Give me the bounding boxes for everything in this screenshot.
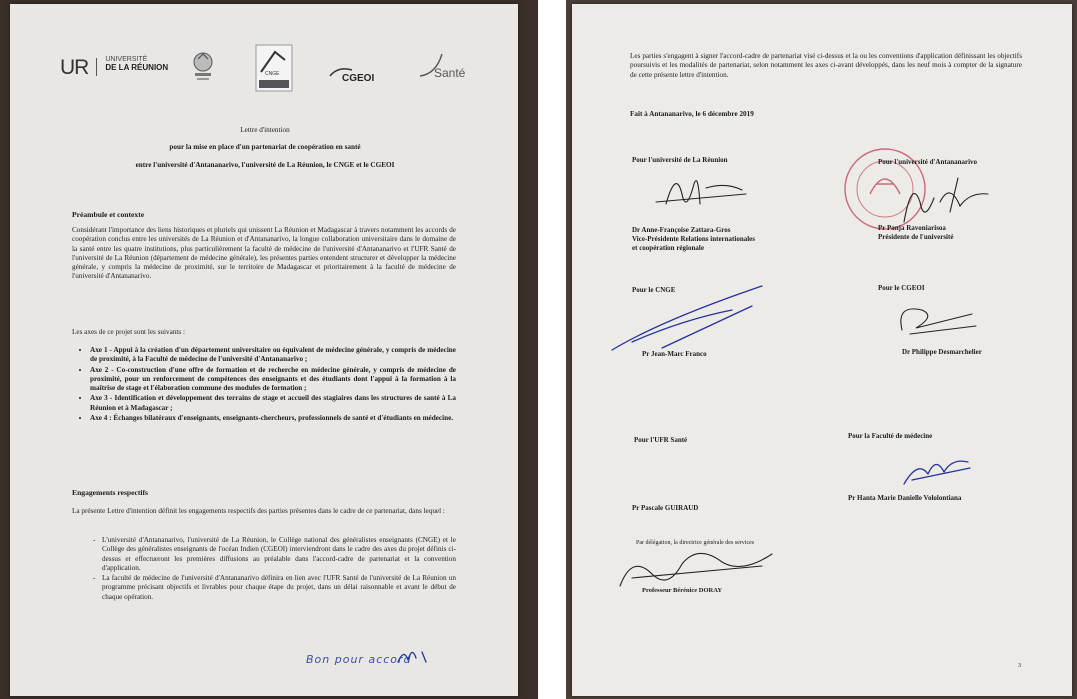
ufr-sante-logo [410, 54, 466, 80]
right-page-photo [566, 0, 1077, 699]
page-number: 3 [1018, 663, 1021, 669]
axis-item: • Axe 1 - Appui à la création d'un département universitaire ou équivalent de médecine générale, y compris de médecine de proximité, à la Faculté de médecine de l'université d'Antananarivo ; [90, 346, 456, 365]
signature-cnge [602, 280, 772, 360]
signatory-name: Pr Pascale GUIRAUD [632, 504, 699, 512]
signatory-name: Pr Panja Ravoniarisoa [878, 224, 946, 232]
signatory-for: Pour l'université de La Réunion [632, 156, 728, 164]
signature-antananarivo [890, 172, 1000, 232]
signatory-role: Vice-Présidente Relations internationales [632, 235, 755, 243]
axes-list [76, 346, 456, 424]
engagement-item: - L'université d'Antananarivo, l'université de La Réunion, le Collège national des généralistes enseignants (CNGE) et le Collège des généralistes enseignants de l'océan Indien (CGEOI) interviendront dans le cadre des axes du projet définis ci-dessus et effectueront les premières diffusions au préalable dans l'accord-cadre de partenariat et la convention d'application. [102, 536, 456, 573]
signatory-block [632, 226, 832, 253]
signatory-name: Dr Philippe Desmarchelier [902, 348, 982, 356]
place-and-date: Fait à Antananarivo, le 6 décembre 2019 [630, 110, 754, 118]
engagement-item: - La faculté de médecine de l'université d'Antananarivo définira en lien avec l'UFR Santé de l'université de La Réunion un programme précisant objectifs et livrables pour chaque étape du projet, dans un délai raisonnable et avant le début de chaque opération. [102, 574, 456, 602]
madagascar-crest-icon [190, 48, 216, 93]
signature-faculte [898, 450, 978, 490]
letter-title [70, 126, 460, 170]
handwritten-note [306, 650, 412, 668]
ur-mark: UR [60, 56, 89, 79]
signatory-role: et coopération régionale [632, 244, 704, 252]
university-name-line1: UNIVERSITÉ [105, 56, 148, 63]
signatory-role: Présidente de l'université [878, 233, 954, 241]
signatory-name: Pr Hanta Marie Danielle Vololontiana [848, 494, 962, 502]
university-name-line2: DE LA RÉUNION [105, 63, 169, 72]
signatory-for: Pour le CGEOI [878, 284, 925, 292]
closing-paragraph: Les parties s'engagent à signer l'accord-cadre de partenariat visé ci-dessus et la ou les conventions d'application définissant les objectifs poursuivis et les modalités de partenariat, selon notamment les axes ci-avant développés, dans les neuf mois à compter de la signature de cette présente lettre d'intention. [630, 52, 1022, 79]
preamble-paragraph: Considérant l'importance des liens historiques et pluriels qui unissent La Réunion et Madagascar à travers notamment les accords de coopération conclus entre les universités de La Réunion et d'Antananarivo, la longue collaboration universitaire dans le domaine de la santé entre les quatre institutions, plus particulièrement la faculté de médecine de l'université d'Antananarivo et l'UFR Santé de l'université de La Réunion (département de médecine générale), les présentes parties entendent structurer et développer la médecine générale, y compris la médecine de proximité, sur le territoire de Madagascar et prioritairement à la faculté de médecine de l'université d'Antananarivo. [72, 226, 456, 281]
signatory-for: Pour la Faculté de médecine [848, 432, 933, 440]
letter-page-1 [10, 4, 518, 696]
sante-text: Santé [434, 66, 466, 80]
signatory-name: Dr Anne-Françoise Zattara-Gros [632, 226, 731, 234]
handwritten-note-text: Bon pour accord [306, 653, 412, 666]
axis-item: • Axe 2 - Co-construction d'une offre de formation et de recherche en médecine générale, y compris de médecine de proximité, pour un renforcement de compétences des enseignants et des étudiants dont l'appui à la formation à la maîtrise de stage et l'élaboration commune des modules de formation ; [90, 366, 456, 394]
cnge-caption: CNGE [265, 71, 280, 77]
section-title-preamble: Préambule et contexte [72, 210, 145, 219]
cgeoi-logo [328, 64, 375, 84]
signatory-for: Pour l'université d'Antananarivo [878, 158, 978, 166]
title-line-2: pour la mise en place d'un partenariat de coopération en santé [169, 143, 361, 152]
signature-reunion [646, 164, 766, 224]
letter-page-2 [572, 4, 1072, 696]
axis-item: • Axe 3 - Identification et développement des terrains de stage et accueil des stagiaires dans les structures de santé à La Réunion et à Madagascar ; [90, 394, 456, 413]
signatory-name: Pr Jean-Marc Franco [642, 350, 707, 358]
universite-reunion-logo [60, 56, 168, 80]
delegate-name: Professeur Bérénice DORAY [642, 587, 723, 594]
axis-item: • Axe 4 : Échanges bilatéraux d'enseignants, enseignants-chercheurs, professionnels de santé et d'étudiants en médecine. [90, 414, 456, 423]
axes-intro: Les axes de ce projet sont les suivants : [72, 328, 185, 336]
cnge-logo [255, 44, 293, 97]
engagements-intro: La présente Lettre d'intention définit les engagements respectifs des parties présentes dans le cadre de ce partenariat, dans lequel : [72, 507, 445, 515]
cgeoi-text: CGEOI [342, 73, 375, 84]
title-line-3: entre l'université d'Antananarivo, l'université de La Réunion, le CNGE et le CGEOI [135, 160, 395, 169]
engagements-list [88, 536, 456, 603]
section-title-engagements: Engagements respectifs [72, 488, 148, 497]
signatory-for: Pour l'UFR Santé [634, 436, 688, 444]
signature-ufr-sante [612, 534, 782, 594]
delegation-note: Par délégation, la directrice générale des services [636, 540, 755, 546]
title-line-1: Lettre d'intention [240, 126, 290, 134]
left-page-photo [0, 0, 538, 699]
signatory-for: Pour le CNGE [632, 286, 676, 294]
signature-cgeoi [892, 300, 982, 340]
signatory-block [878, 224, 1068, 242]
